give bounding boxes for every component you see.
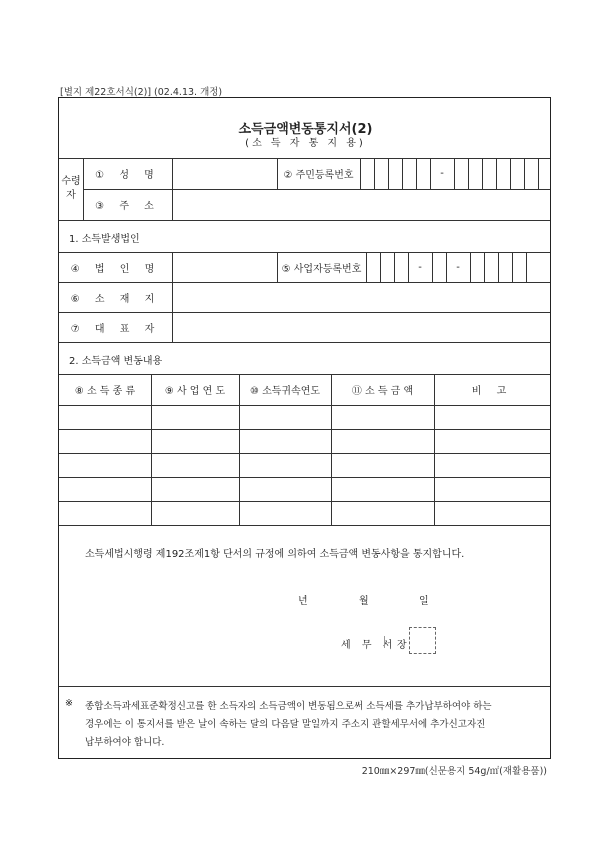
tax-office-head: 장 [397,640,407,651]
date-month: 월 [359,596,369,607]
representative-field[interactable] [172,312,550,342]
location-field[interactable] [172,282,550,312]
footnote-line-3: 납부하여야 합니다. [85,737,165,748]
resident-id-label: ② 주민등록번호 [283,170,354,181]
divider [59,686,550,687]
col-income-amount: ⑪ 소 득 금 액 [351,386,414,397]
divider [59,453,550,454]
name-label: ① 성 명 [95,170,160,181]
tax-office-label: 세 무 서 [341,640,397,651]
footnote-mark: ※ [65,698,73,709]
divider [59,477,550,478]
col-business-year: ⑨ 사 업 연 도 [164,386,226,397]
form-frame [58,97,551,759]
footnote-line-2: 경우에는 이 통지서를 받은 날이 속하는 달의 다음달 말일까지 주소지 관할세무서에 추가신고자진 [85,719,486,730]
divider [59,525,550,526]
form-header-note: [별지 제22호서식(2)] (02.4.13. 개정) [60,87,223,98]
divider [59,342,550,343]
form-subtitle: (소 득 자 통 지 용) [245,138,366,149]
paper-spec: 210㎜×297㎜(신문용지 54g/㎡(재활용품)) [361,766,547,777]
name-field[interactable] [172,158,277,189]
location-label: ⑥ 소 재 지 [70,293,161,305]
col-income-type: ⑧ 소 득 종 류 [74,386,136,397]
col-attribution-year: ⑩ 소득귀속연도 [249,386,321,397]
divider [59,405,550,406]
biz-reg-separator: - [418,261,422,273]
address-label: ③ 주 소 [95,201,160,212]
representative-label: ⑦ 대 표 자 [70,323,161,335]
biz-reg-no-label: ⑤ 사업자등록번호 [281,263,362,275]
notice-text: 소득세법시행령 제192조제1항 단서의 규정에 의하여 소득금액 변동사항을 통지합니다. [85,549,465,560]
seal-box[interactable] [409,627,436,654]
col-remarks: 비 고 [471,386,513,397]
footnote-line-1: 종합소득과세표준확정신고를 한 소득자의 소득금액이 변동됨으로써 소득세를 추가납부하여야 하는 [85,701,492,712]
divider [59,429,550,430]
address-field[interactable] [172,189,550,220]
section-1-title: 1. 소득발생법인 [69,234,140,245]
date-day: 일 [419,596,429,607]
recipient-section-label: 수령자 [61,176,81,201]
resident-id-field[interactable] [360,158,550,189]
divider [59,220,550,221]
section-2-title: 2. 소득금액 변동내용 [69,356,163,367]
biz-reg-separator: - [456,261,460,273]
divider [59,501,550,502]
corp-name-field[interactable] [172,252,277,282]
divider [384,636,385,648]
form-title: 소득금액변동통지서(2) [238,122,373,137]
date-year: 년 [298,596,308,607]
corp-name-label: ④ 법 인 명 [70,263,161,275]
resident-id-separator: - [440,168,444,179]
